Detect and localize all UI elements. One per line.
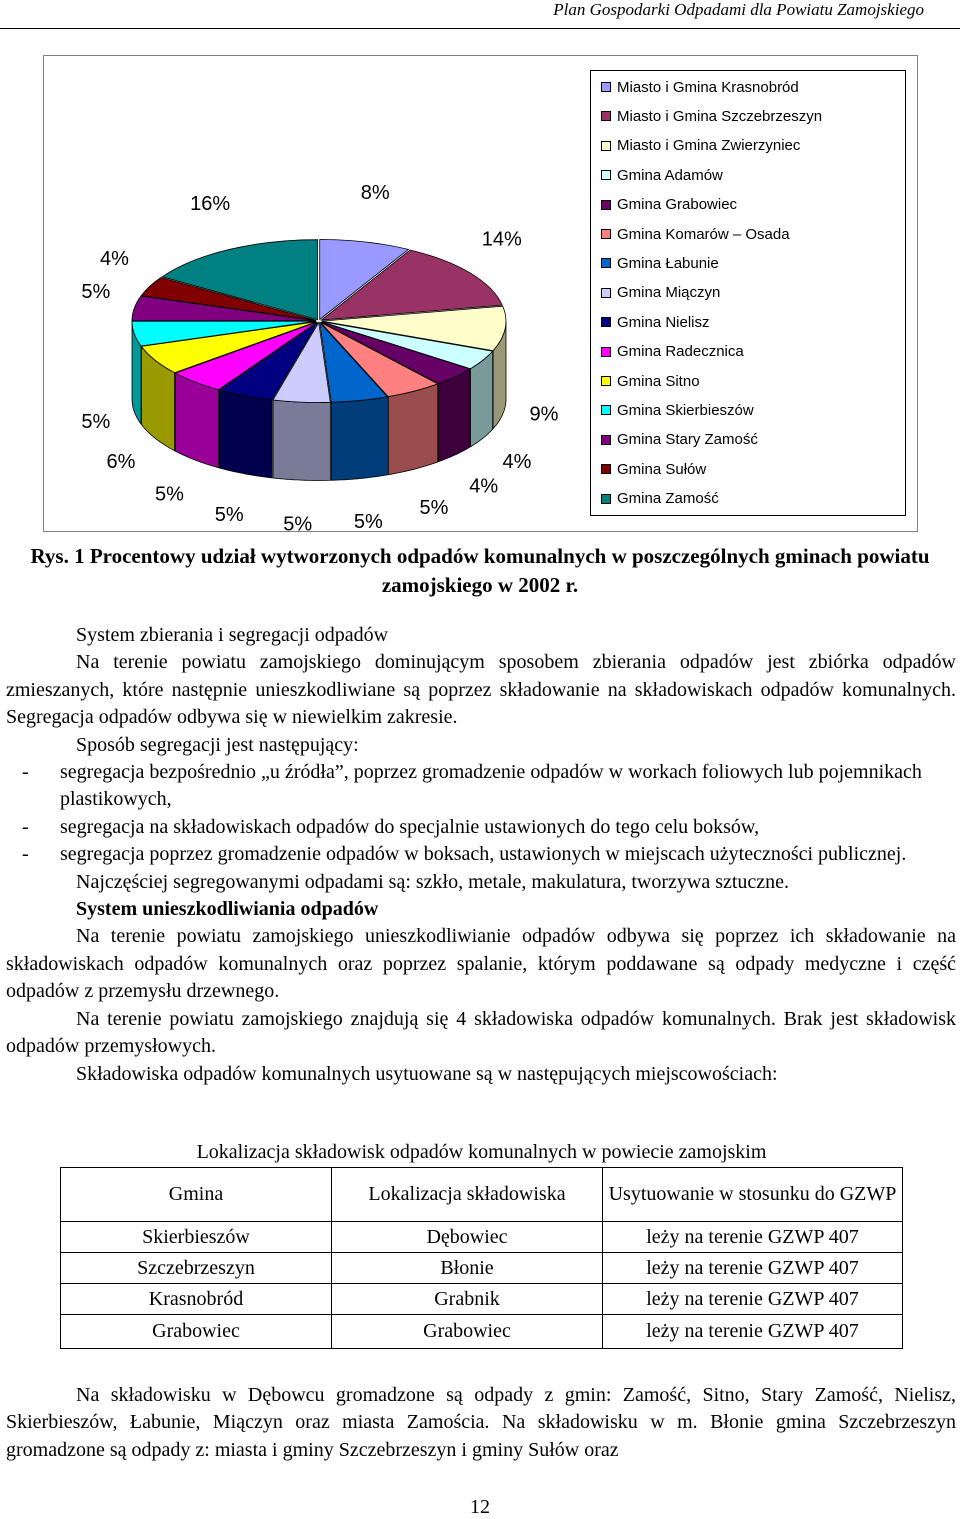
header-title: Plan Gospodarki Odpadami dla Powiatu Zamojskiego bbox=[553, 0, 924, 19]
pie-data-label: 5% bbox=[81, 280, 111, 303]
legend-label: Miasto i Gmina Szczebrzeszyn bbox=[617, 107, 823, 125]
pie-data-label: 4% bbox=[469, 475, 499, 498]
list-dash: - bbox=[22, 761, 29, 784]
pie-data-label: 16% bbox=[190, 193, 231, 216]
table-cell: leży na terenie GZWP 407 bbox=[603, 1222, 903, 1253]
legend-swatch bbox=[601, 82, 611, 92]
legend-item bbox=[601, 401, 754, 419]
legend-item bbox=[601, 166, 723, 184]
legend-label: Gmina Sitno bbox=[617, 372, 700, 390]
legend-item bbox=[601, 460, 706, 478]
table-cell: Grabowiec bbox=[61, 1315, 332, 1349]
legend-item bbox=[601, 254, 719, 272]
table-header-row bbox=[61, 1168, 903, 1222]
legend-label: Gmina Nielisz bbox=[617, 313, 710, 331]
pie-data-label: 5% bbox=[283, 513, 313, 533]
legend-item bbox=[601, 137, 800, 155]
paragraph: Na terenie powiatu zamojskiego znajdują się 4 składowiska odpadów komunalnych. Brak jest składowisk odpadów przemysłowych. bbox=[6, 1007, 956, 1058]
pie-data-label: 6% bbox=[106, 450, 136, 473]
pie-slice-side bbox=[273, 400, 330, 481]
list-item-text: segregacja poprzez gromadzenie odpadów w boksach, ustawionych w miejscach użyteczności publicznej. bbox=[60, 843, 907, 866]
legend-swatch bbox=[601, 464, 611, 474]
list-item-text: segregacja na składowiskach odpadów do specjalnie ustawionych do tego celu boksów, bbox=[60, 815, 760, 838]
pie-data-label: 4% bbox=[100, 248, 129, 271]
pie-slice-side bbox=[439, 369, 471, 462]
legend-label: Gmina Łabunie bbox=[617, 254, 719, 272]
table-cell: Szczebrzeszyn bbox=[61, 1253, 332, 1284]
pie-tops bbox=[132, 240, 506, 403]
pie-data-label: 5% bbox=[214, 504, 244, 526]
legend-swatch bbox=[601, 376, 611, 386]
page-header bbox=[0, 0, 960, 29]
legend-item bbox=[601, 225, 790, 243]
table-cell: leży na terenie GZWP 407 bbox=[603, 1284, 903, 1315]
pie-slice-side bbox=[331, 397, 387, 481]
legend-swatch bbox=[601, 347, 611, 357]
table-cell: leży na terenie GZWP 407 bbox=[603, 1315, 903, 1349]
legend-item bbox=[601, 490, 719, 508]
table-cell: Skierbieszów bbox=[61, 1222, 332, 1253]
legend-label: Miasto i Gmina Zwierzyniec bbox=[617, 137, 801, 155]
legend-item bbox=[601, 78, 799, 96]
chart-legend bbox=[590, 70, 906, 516]
legend-swatch bbox=[601, 229, 611, 239]
table-cell: leży na terenie GZWP 407 bbox=[603, 1253, 903, 1284]
legend-swatch bbox=[601, 111, 611, 121]
legend-label: Gmina Grabowiec bbox=[617, 196, 738, 214]
table-cell: Błonie bbox=[332, 1253, 603, 1284]
section-heading-collection: System zbierania i segregacji odpadów bbox=[76, 624, 389, 646]
body-text bbox=[6, 622, 956, 1088]
legend-label: Gmina Miączyn bbox=[617, 284, 721, 302]
legend-swatch bbox=[601, 435, 611, 445]
legend-item bbox=[601, 284, 720, 302]
legend-label: Gmina Sułów bbox=[617, 460, 707, 478]
table-header-cell: Usytuowanie w stosunku do GZWP bbox=[603, 1168, 903, 1222]
table-title: Lokalizacja składowisk odpadów komunalnych w powiecie zamojskim bbox=[196, 1141, 767, 1163]
legend-label: Gmina Radecznica bbox=[617, 343, 744, 361]
table-row bbox=[61, 1222, 903, 1253]
legend-item bbox=[601, 431, 758, 449]
legend-label: Gmina Skierbieszów bbox=[617, 401, 754, 419]
legend-item bbox=[601, 313, 710, 331]
pie-slice-side bbox=[388, 384, 438, 475]
list-item bbox=[6, 759, 956, 814]
paragraph: Na terenie powiatu zamojskiego dominującym sposobem zbierania odpadów jest zbiórka odpadów zmieszanych, które następnie unieszkodliwiane są poprzez składowanie na składowiskach odpadów komunalnych. Segregacja odpadów odbywa się w niewielkim zakresie. bbox=[6, 651, 956, 729]
table-row bbox=[61, 1253, 903, 1284]
paragraph: Najczęściej segregowanymi odpadami są: szkło, metale, makulatura, tworzywa sztuczne. bbox=[76, 870, 790, 893]
pie-data-label: 8% bbox=[360, 181, 390, 204]
pie-data-label: 14% bbox=[481, 228, 522, 251]
table-cell: Grabnik bbox=[332, 1284, 603, 1315]
legend-item bbox=[601, 107, 822, 125]
legend-swatch bbox=[601, 288, 611, 298]
legend-swatch bbox=[601, 200, 611, 210]
page-number: 12 bbox=[470, 1496, 490, 1518]
pie-data-label: 4% bbox=[502, 450, 532, 473]
legend-swatch bbox=[601, 141, 611, 151]
figure-caption: Rys. 1 Procentowy udział wytworzonych odpadów komunalnych w poszczególnych gminach powiatu zamojskiego w 2002 r. bbox=[30, 544, 930, 597]
pie-data-label: 5% bbox=[353, 511, 383, 533]
legend-swatch bbox=[601, 405, 611, 415]
legend-swatch bbox=[601, 494, 611, 504]
legend-label: Gmina Zamość bbox=[617, 490, 719, 508]
pie-data-label: 5% bbox=[81, 411, 111, 434]
table-cell: Krasnobród bbox=[61, 1284, 332, 1315]
pie-data-label: 9% bbox=[529, 403, 559, 426]
legend-label: Gmina Stary Zamość bbox=[617, 431, 758, 449]
legend-label: Gmina Komarów – Osada bbox=[617, 225, 790, 243]
paragraph: Składowiska odpadów komunalnych usytuowane są w następujących miejscowościach: bbox=[76, 1062, 778, 1085]
legend-swatch bbox=[601, 170, 611, 180]
list-item bbox=[6, 814, 956, 841]
table-header-cell: Gmina bbox=[61, 1168, 332, 1222]
pie-data-label: 5% bbox=[155, 483, 184, 506]
pie-data-label: 5% bbox=[419, 497, 449, 519]
section-heading-disposal: System unieszkodliwiania odpadów bbox=[76, 898, 379, 921]
landfill-table bbox=[60, 1167, 903, 1349]
pie-slice-side bbox=[219, 390, 272, 478]
table-cell: Dębowiec bbox=[332, 1222, 603, 1253]
legend-swatch bbox=[601, 258, 611, 268]
list-dash: - bbox=[22, 815, 29, 838]
list-item-text: segregacja bezpośrednio „u źródła”, poprzez gromadzenie odpadów w workach foliowych lub pojemnikach plastikowych, bbox=[60, 761, 922, 811]
legend-item bbox=[601, 343, 744, 361]
list-dash: - bbox=[22, 843, 29, 866]
paragraph: Na terenie powiatu zamojskiego unieszkodliwianie odpadów odbywa się poprzez ich składowanie na składowiskach odpadów komunalnych oraz poprzez spalanie, którym poddawane są odpady medyczne i część odpadów z przemysłu drzewnego. bbox=[6, 925, 956, 1003]
table-row bbox=[61, 1315, 903, 1349]
table-row bbox=[61, 1284, 903, 1315]
table-cell: Grabowiec bbox=[332, 1315, 603, 1349]
legend-item bbox=[601, 372, 700, 390]
paragraph: Sposób segregacji jest następujący: bbox=[76, 733, 359, 756]
legend-swatch bbox=[601, 317, 611, 327]
paragraph: Na składowisku w Dębowcu gromadzone są odpady z gmin: Zamość, Sitno, Stary Zamość, Nielisz, Skierbieszów, Łabunie, Miączyn oraz miasta Zamościa. Na składowisku w m. Błonie gmina Szczebrzeszyn gromadzone są odpady z: miasta i gminy Szczebrzeszyn i gminy Sułów oraz bbox=[6, 1384, 956, 1461]
legend-item bbox=[601, 196, 737, 214]
legend-label: Miasto i Gmina Krasnobród bbox=[617, 78, 799, 96]
list-item bbox=[6, 841, 956, 868]
table-header-cell: Lokalizacja składowiska bbox=[332, 1168, 603, 1222]
legend-label: Gmina Adamów bbox=[617, 166, 723, 184]
